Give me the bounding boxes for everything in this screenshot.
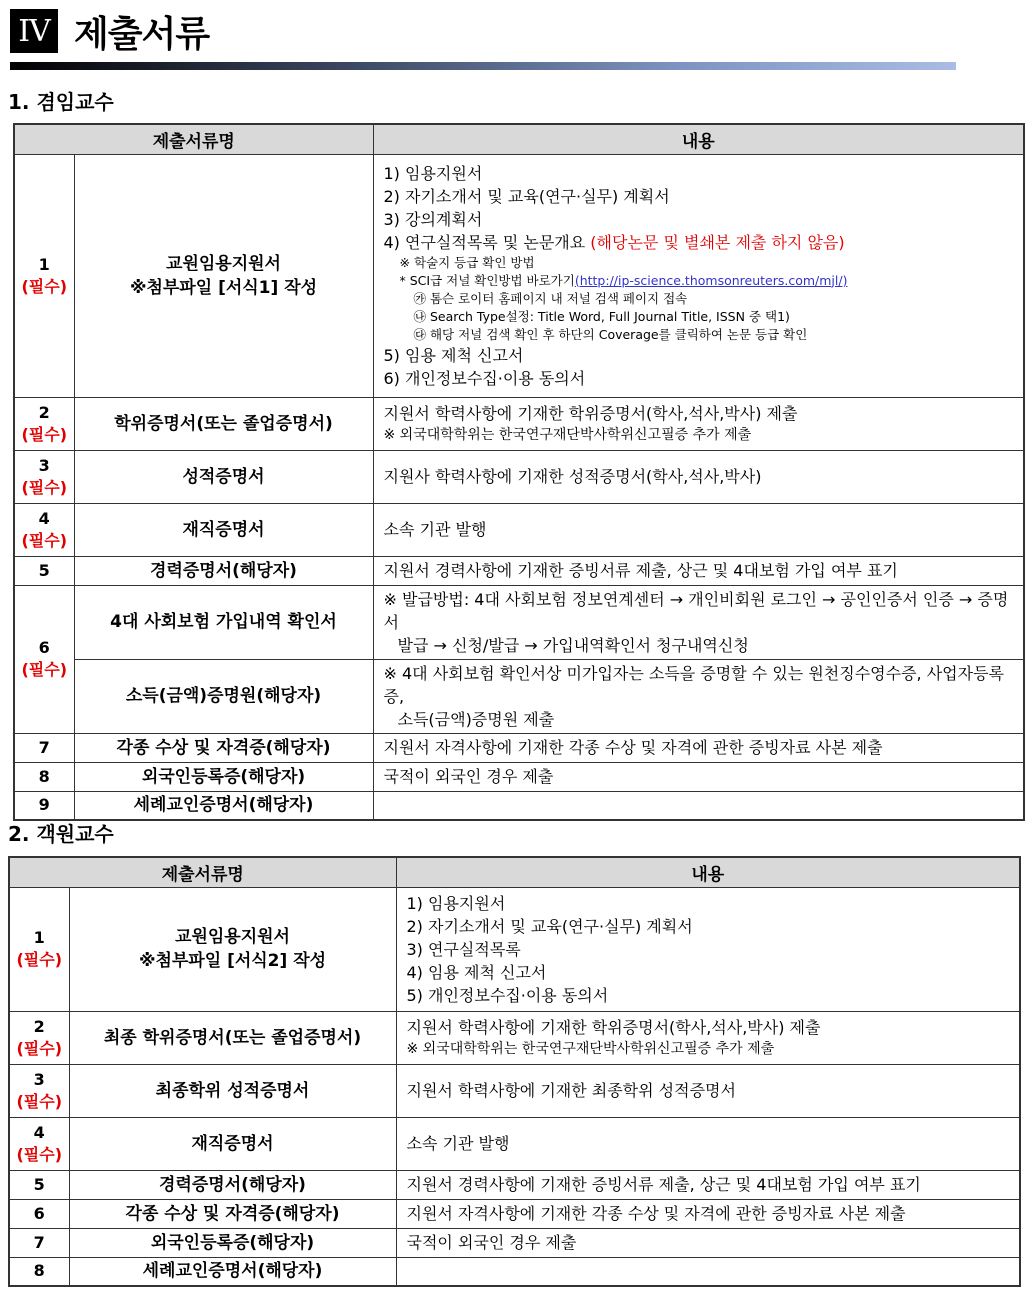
journal-link[interactable]: (http://ip-science.thomsonreuters.com/mjl/) [574,272,848,288]
table-header-row [9,857,1020,887]
row-number: 9 [14,791,74,820]
doc-content: ※ 4대 사회보험 확인서상 미가입자는 소득을 증명할 수 있는 원천징수영수증, 사업자등록증, 소득(금액)증명원 제출 [373,659,1024,733]
doc-name: 성적증명서 [74,450,373,503]
doc-name: 경력증명서(해당자) [74,556,373,585]
table-row [14,733,1024,762]
header-content: 내용 [373,124,1024,154]
doc-content [396,1257,1020,1286]
table-row [14,791,1024,820]
header-doc-name: 제출서류명 [9,857,396,887]
row-number: 3 (필수) [9,1064,69,1117]
doc-name: 외국인등록증(해당자) [74,762,373,791]
row-number: 2 (필수) [14,397,74,450]
page-title: 제출서류 [74,13,210,55]
doc-content: 지원서 학력사항에 기재한 학위증명서(학사,석사,박사) 제출 ※ 외국대학학위는 한국연구재단박사학위신고필증 추가 제출 [373,397,1024,450]
doc-name: 교원임용지원서 ※첨부파일 [서식2] 작성 [69,887,396,1011]
doc-name: 4대 사회보험 가입내역 확인서 [74,585,373,659]
table-row [9,887,1020,1011]
doc-content: 지원서 학력사항에 기재한 최종학위 성적증명서 [396,1064,1020,1117]
row-number: 8 [14,762,74,791]
doc-content: 지원서 학력사항에 기재한 학위증명서(학사,석사,박사) 제출 ※ 외국대학학위는 한국연구재단박사학위신고필증 추가 제출 [396,1011,1020,1064]
doc-content: 1) 임용지원서 2) 자기소개서 및 교육(연구·실무) 계획서 3) 연구실적목록 4) 임용 제척 신고서 5) 개인정보수집·이용 동의서 [396,887,1020,1011]
table-row [14,556,1024,585]
table-row [14,397,1024,450]
row-number: 6 (필수) [14,585,74,733]
doc-name: 재직증명서 [69,1117,396,1170]
header-doc-name: 제출서류명 [14,124,373,154]
doc-content: ※ 발급방법: 4대 사회보험 정보연계센터 → 개인비회원 로그인 → 공인인증서 인증 → 증명서 발급 → 신청/발급 → 가입내역확인서 청구내역신청 [373,585,1024,659]
doc-name: 세례교인증명서(해당자) [74,791,373,820]
doc-name: 최종학위 성적증명서 [69,1064,396,1117]
doc-name: 재직증명서 [74,503,373,556]
row-number: 5 [14,556,74,585]
table-row [14,450,1024,503]
row-number: 2 (필수) [9,1011,69,1064]
row-number: 5 [9,1170,69,1199]
chapter-number: IV [10,9,58,53]
doc-name: 최종 학위증명서(또는 졸업증명서) [69,1011,396,1064]
doc-content: 국적이 외국인 경우 제출 [396,1228,1020,1257]
adjunct-documents-table [13,123,1025,821]
doc-content: 1) 임용지원서 2) 자기소개서 및 교육(연구·실무) 계획서 3) 강의계획서 4) 연구실적목록 및 논문개요 (해당논문 및 별쇄본 제출 하지 않음) ※ 학술지 등급 확인 방법 * SCI급 저널 확인방법 바로가기(http://ip-science.thomsonreuters.com/mjl/) ㉮ 톰슨 로이터 홈페이지 내 저널 검색 페이지 접속 ㉯ Search Type설정: Title Word, Full Journal Title, ISSN 중 택1) ㉰ 해당 저널 검색 확인 후 하단의 Coverage를 클릭하여 논문 등급 확인 5) 임용 제척 신고서 6) 개인정보수집·이용 동의서 [373,154,1024,397]
row-number: 7 [9,1228,69,1257]
table-row [14,762,1024,791]
row-number: 1 (필수) [9,887,69,1011]
doc-name: 학위증명서(또는 졸업증명서) [74,397,373,450]
table-row [9,1228,1020,1257]
header-content: 내용 [396,857,1020,887]
doc-name: 세례교인증명서(해당자) [69,1257,396,1286]
table-row [9,1117,1020,1170]
table-row [9,1257,1020,1286]
doc-content [373,791,1024,820]
title-underline-bar [10,62,956,70]
doc-content: 지원서 자격사항에 기재한 각종 수상 및 자격에 관한 증빙자료 사본 제출 [396,1199,1020,1228]
table-row [9,1199,1020,1228]
table-row [9,1064,1020,1117]
doc-name: 외국인등록증(해당자) [69,1228,396,1257]
page-header [10,8,209,54]
table-header-row [14,124,1024,154]
row-number: 7 [14,733,74,762]
visiting-documents-table [8,856,1021,1287]
row-number: 4 (필수) [14,503,74,556]
section-title-adjunct: 1. 겸임교수 [8,90,114,114]
table-row [9,1011,1020,1064]
doc-content: 지원서 경력사항에 기재한 증빙서류 제출, 상근 및 4대보험 가입 여부 표기 [373,556,1024,585]
doc-name: 각종 수상 및 자격증(해당자) [74,733,373,762]
table-row [14,659,1024,733]
table-row [14,154,1024,397]
doc-content: 지원사 학력사항에 기재한 성적증명서(학사,석사,박사) [373,450,1024,503]
doc-content: 소속 기관 발행 [373,503,1024,556]
doc-name: 경력증명서(해당자) [69,1170,396,1199]
table-row [9,1170,1020,1199]
doc-name: 교원임용지원서 ※첨부파일 [서식1] 작성 [74,154,373,397]
row-number: 4 (필수) [9,1117,69,1170]
table-row [14,503,1024,556]
doc-name: 각종 수상 및 자격증(해당자) [69,1199,396,1228]
doc-content: 소속 기관 발행 [396,1117,1020,1170]
row-number: 8 [9,1257,69,1286]
doc-content: 국적이 외국인 경우 제출 [373,762,1024,791]
section-title-visiting: 2. 객원교수 [8,822,114,846]
doc-content: 지원서 경력사항에 기재한 증빙서류 제출, 상근 및 4대보험 가입 여부 표기 [396,1170,1020,1199]
doc-name: 소득(금액)증명원(해당자) [74,659,373,733]
table-row [14,585,1024,659]
row-number: 1 (필수) [14,154,74,397]
doc-content: 지원서 자격사항에 기재한 각종 수상 및 자격에 관한 증빙자료 사본 제출 [373,733,1024,762]
red-notice: (해당논문 및 별쇄본 제출 하지 않음) [590,232,845,252]
row-number: 3 (필수) [14,450,74,503]
row-number: 6 [9,1199,69,1228]
